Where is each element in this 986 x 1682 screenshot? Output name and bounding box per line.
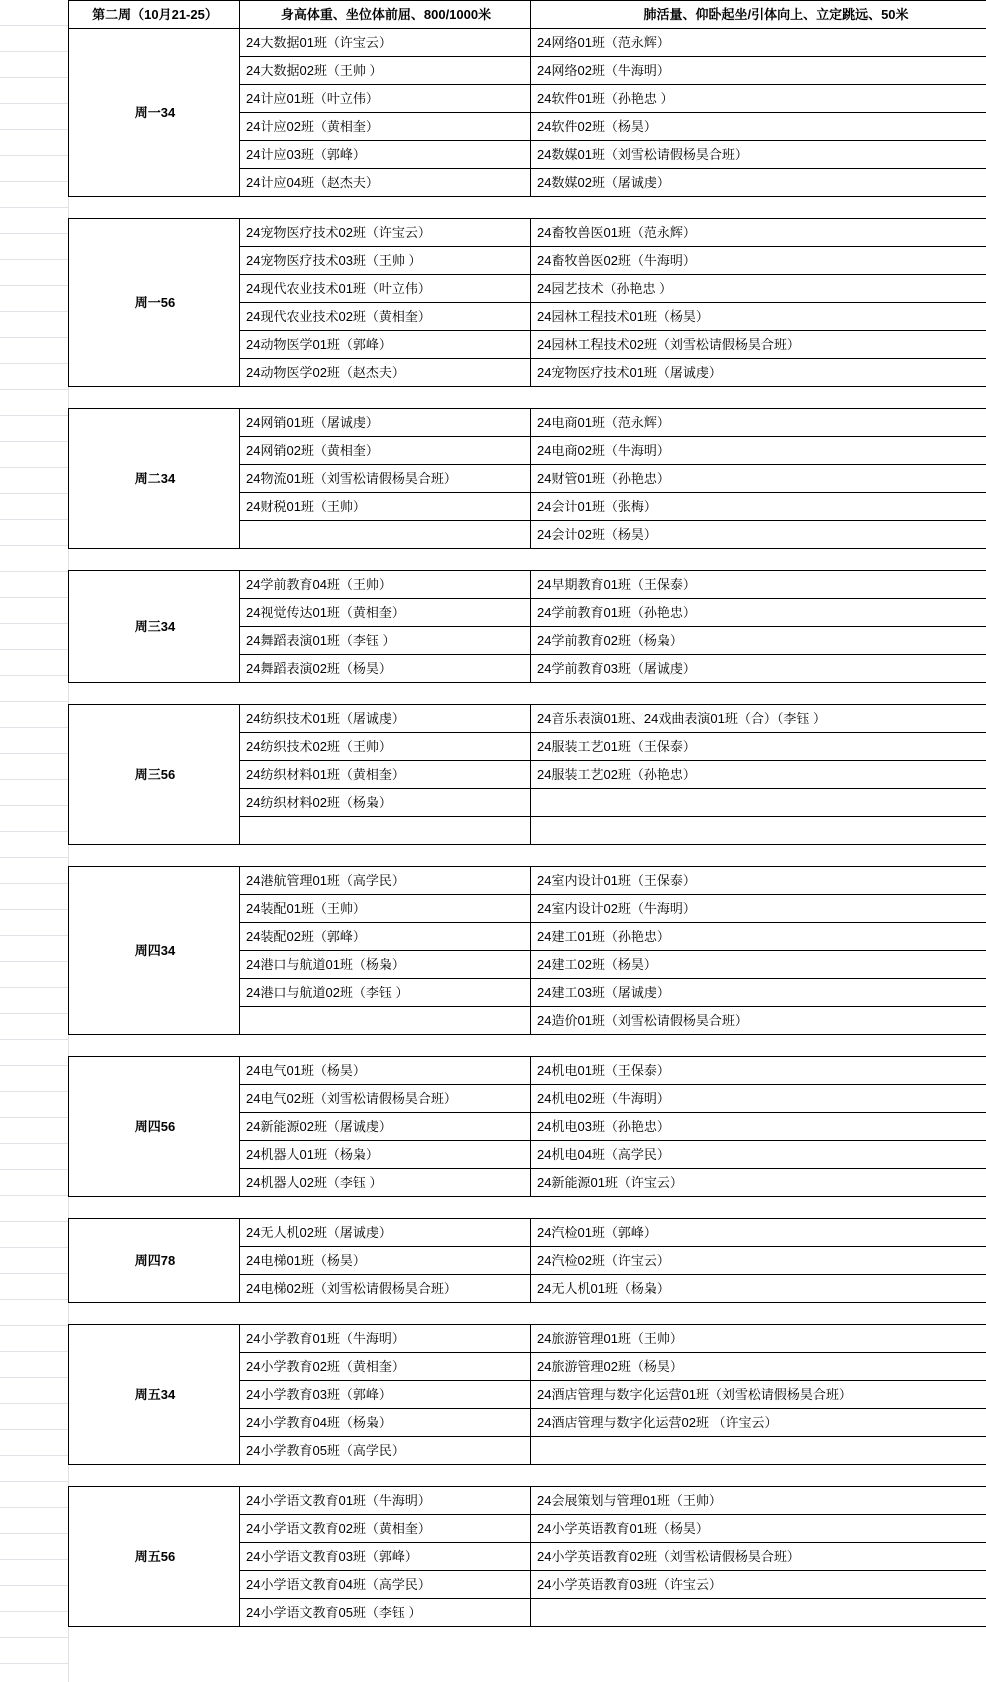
class-cell-group-a: 24小学语文教育02班（黄相奎）: [240, 1515, 531, 1543]
table-row: [69, 1325, 986, 1353]
day-period-label: 周一34: [69, 29, 240, 197]
class-cell-group-a: 24小学语文教育01班（牛海明）: [240, 1487, 531, 1515]
class-cell-group-a: 24电气01班（杨昊）: [240, 1057, 531, 1085]
class-cell-group-a: 24装配01班（王帅）: [240, 895, 531, 923]
table-row: [69, 867, 986, 895]
table-row: [69, 705, 986, 733]
class-cell-group-a: 24物流01班（刘雪松请假杨昊合班）: [240, 465, 531, 493]
class-cell-group-b: 24数媒02班（屠诚虔）: [531, 169, 986, 197]
class-cell-group-b: 24宠物医疗技术01班（屠诚虔）: [531, 359, 986, 387]
class-cell-group-b: 24学前教育01班（孙艳忠）: [531, 599, 986, 627]
class-cell-group-b: 24旅游管理02班（杨昊）: [531, 1353, 986, 1381]
class-cell-group-b: 24建工02班（杨昊）: [531, 951, 986, 979]
class-cell-group-a: 24小学语文教育05班（李钰 ）: [240, 1599, 531, 1627]
class-cell-group-a: [240, 1007, 531, 1035]
class-cell-group-b: 24园林工程技术01班（杨昊）: [531, 303, 986, 331]
class-cell-group-a: 24港口与航道02班（李钰 ）: [240, 979, 531, 1007]
class-cell-group-a: 24计应04班（赵杰夫）: [240, 169, 531, 197]
class-cell-group-b: 24服装工艺02班（孙艳忠）: [531, 761, 986, 789]
day-period-label: 周四78: [69, 1219, 240, 1303]
class-cell-group-a: 24宠物医疗技术03班（王帅 ）: [240, 247, 531, 275]
class-cell-group-b: 24小学英语教育01班（杨昊）: [531, 1515, 986, 1543]
class-cell-group-b: 24数媒01班（刘雪松请假杨昊合班）: [531, 141, 986, 169]
block-spacer-row: [69, 845, 986, 867]
day-period-label: 周一56: [69, 219, 240, 387]
class-cell-group-b: 24服装工艺01班（王保泰）: [531, 733, 986, 761]
class-cell-group-a: 24装配02班（郭峰）: [240, 923, 531, 951]
class-cell-group-a: 24小学语文教育04班（高学民）: [240, 1571, 531, 1599]
class-cell-group-a: 24动物医学02班（赵杰夫）: [240, 359, 531, 387]
class-cell-group-a: [240, 817, 531, 845]
class-cell-group-a: 24大数据02班（王帅 ）: [240, 57, 531, 85]
table-row: [69, 1219, 986, 1247]
spacer-cell: [240, 845, 531, 867]
class-cell-group-a: 24宠物医疗技术02班（许宝云）: [240, 219, 531, 247]
spacer-cell: [69, 387, 240, 409]
class-cell-group-a: 24动物医学01班（郭峰）: [240, 331, 531, 359]
class-cell-group-a: 24计应03班（郭峰）: [240, 141, 531, 169]
class-cell-group-b: 24音乐表演01班、24戏曲表演01班（合）（李钰 ）: [531, 705, 986, 733]
class-cell-group-b: 24软件02班（杨昊）: [531, 113, 986, 141]
day-period-label: 周四34: [69, 867, 240, 1035]
table-row: [69, 571, 986, 599]
table-row: [69, 409, 986, 437]
class-cell-group-b: 24早期教育01班（王保泰）: [531, 571, 986, 599]
day-period-label: 周二34: [69, 409, 240, 549]
class-cell-group-b: 24网络02班（牛海明）: [531, 57, 986, 85]
class-cell-group-a: 24小学语文教育03班（郭峰）: [240, 1543, 531, 1571]
class-cell-group-b: 24畜牧兽医01班（范永辉）: [531, 219, 986, 247]
block-spacer-row: [69, 387, 986, 409]
class-cell-group-b: 24无人机01班（杨枭）: [531, 1275, 986, 1303]
row-gutter: [0, 0, 69, 1682]
spacer-cell: [240, 197, 531, 219]
class-cell-group-a: 24港航管理01班（高学民）: [240, 867, 531, 895]
class-cell-group-b: 24畜牧兽医02班（牛海明）: [531, 247, 986, 275]
class-cell-group-b: 24酒店管理与数字化运营02班 （许宝云）: [531, 1409, 986, 1437]
spacer-cell: [69, 549, 240, 571]
spacer-cell: [531, 549, 986, 571]
class-cell-group-b: 24建工03班（屠诚虔）: [531, 979, 986, 1007]
class-cell-group-b: 24室内设计02班（牛海明）: [531, 895, 986, 923]
class-cell-group-a: 24电梯02班（刘雪松请假杨昊合班）: [240, 1275, 531, 1303]
block-spacer-row: [69, 1303, 986, 1325]
spacer-cell: [240, 387, 531, 409]
spacer-cell: [69, 1303, 240, 1325]
block-spacer-row: [69, 1035, 986, 1057]
class-cell-group-a: 24纺织材料01班（黄相奎）: [240, 761, 531, 789]
class-cell-group-b: 24旅游管理01班（王帅）: [531, 1325, 986, 1353]
class-cell-group-b: 24室内设计01班（王保泰）: [531, 867, 986, 895]
class-cell-group-a: 24小学教育01班（牛海明）: [240, 1325, 531, 1353]
table-header-row: [69, 1, 986, 29]
class-cell-group-b: 24学前教育02班（杨枭）: [531, 627, 986, 655]
class-cell-group-a: 24小学教育05班（高学民）: [240, 1437, 531, 1465]
spacer-cell: [531, 683, 986, 705]
class-cell-group-a: 24港口与航道01班（杨枭）: [240, 951, 531, 979]
spacer-cell: [69, 197, 240, 219]
spacer-cell: [69, 1197, 240, 1219]
class-cell-group-a: 24机器人01班（杨枭）: [240, 1141, 531, 1169]
schedule-table: [68, 0, 986, 1627]
class-cell-group-a: 24现代农业技术01班（叶立伟）: [240, 275, 531, 303]
class-cell-group-b: 24小学英语教育03班（许宝云）: [531, 1571, 986, 1599]
class-cell-group-b: 24软件01班（孙艳忠 ）: [531, 85, 986, 113]
schedule-table-body: [69, 1, 986, 1627]
spacer-cell: [240, 1465, 531, 1487]
block-spacer-row: [69, 549, 986, 571]
class-cell-group-a: 24网销01班（屠诚虔）: [240, 409, 531, 437]
class-cell-group-a: 24小学教育04班（杨枭）: [240, 1409, 531, 1437]
class-cell-group-a: 24纺织技术02班（王帅）: [240, 733, 531, 761]
spacer-cell: [531, 845, 986, 867]
spacer-cell: [240, 549, 531, 571]
spacer-cell: [240, 683, 531, 705]
class-cell-group-b: 24机电03班（孙艳忠）: [531, 1113, 986, 1141]
spacer-cell: [69, 683, 240, 705]
class-cell-group-b: 24会计01班（张梅）: [531, 493, 986, 521]
class-cell-group-a: 24视觉传达01班（黄相奎）: [240, 599, 531, 627]
class-cell-group-a: 24计应01班（叶立伟）: [240, 85, 531, 113]
spacer-cell: [240, 1035, 531, 1057]
class-cell-group-b: 24机电04班（高学民）: [531, 1141, 986, 1169]
table-row: [69, 29, 986, 57]
spacer-cell: [69, 1465, 240, 1487]
class-cell-group-b: [531, 1437, 986, 1465]
spacer-cell: [69, 845, 240, 867]
class-cell-group-b: [531, 1599, 986, 1627]
spacer-cell: [531, 1303, 986, 1325]
class-cell-group-a: 24纺织材料02班（杨枭）: [240, 789, 531, 817]
table-row: [69, 1487, 986, 1515]
class-cell-group-b: 24机电02班（牛海明）: [531, 1085, 986, 1113]
class-cell-group-b: 24学前教育03班（屠诚虔）: [531, 655, 986, 683]
class-cell-group-b: 24电商01班（范永辉）: [531, 409, 986, 437]
class-cell-group-a: 24无人机02班（屠诚虔）: [240, 1219, 531, 1247]
spacer-cell: [531, 1465, 986, 1487]
block-spacer-row: [69, 197, 986, 219]
spacer-cell: [531, 1035, 986, 1057]
class-cell-group-a: 24小学教育02班（黄相奎）: [240, 1353, 531, 1381]
class-cell-group-b: 24造价01班（刘雪松请假杨昊合班）: [531, 1007, 986, 1035]
class-cell-group-b: 24酒店管理与数字化运营01班（刘雪松请假杨昊合班）: [531, 1381, 986, 1409]
class-cell-group-a: 24小学教育03班（郭峰）: [240, 1381, 531, 1409]
class-cell-group-a: 24电梯01班（杨昊）: [240, 1247, 531, 1275]
spacer-cell: [69, 1035, 240, 1057]
day-period-label: 周五56: [69, 1487, 240, 1627]
class-cell-group-a: 24财税01班（王帅）: [240, 493, 531, 521]
class-cell-group-a: 24纺织技术01班（屠诚虔）: [240, 705, 531, 733]
class-cell-group-a: 24大数据01班（许宝云）: [240, 29, 531, 57]
class-cell-group-a: 24学前教育04班（王帅）: [240, 571, 531, 599]
class-cell-group-b: 24会展策划与管理01班（王帅）: [531, 1487, 986, 1515]
header-group-b: 肺活量、仰卧起坐/引体向上、立定跳远、50米: [531, 1, 986, 29]
spacer-cell: [531, 197, 986, 219]
spacer-cell: [240, 1303, 531, 1325]
class-cell-group-a: 24网销02班（黄相奎）: [240, 437, 531, 465]
table-row: [69, 219, 986, 247]
day-period-label: 周四56: [69, 1057, 240, 1197]
class-cell-group-a: 24电气02班（刘雪松请假杨昊合班）: [240, 1085, 531, 1113]
class-cell-group-a: 24机器人02班（李钰 ）: [240, 1169, 531, 1197]
spacer-cell: [240, 1197, 531, 1219]
spacer-cell: [531, 387, 986, 409]
header-group-a: 身高体重、坐位体前屈、800/1000米: [240, 1, 531, 29]
class-cell-group-b: 24园艺技术（孙艳忠 ）: [531, 275, 986, 303]
class-cell-group-a: 24舞蹈表演01班（李钰 ）: [240, 627, 531, 655]
class-cell-group-a: 24现代农业技术02班（黄相奎）: [240, 303, 531, 331]
spacer-cell: [531, 1197, 986, 1219]
class-cell-group-a: 24新能源02班（屠诚虔）: [240, 1113, 531, 1141]
class-cell-group-b: 24财管01班（孙艳忠）: [531, 465, 986, 493]
class-cell-group-b: 24小学英语教育02班（刘雪松请假杨昊合班）: [531, 1543, 986, 1571]
class-cell-group-b: 24新能源01班（许宝云）: [531, 1169, 986, 1197]
day-period-label: 周五34: [69, 1325, 240, 1465]
day-period-label: 周三34: [69, 571, 240, 683]
class-cell-group-b: 24机电01班（王保泰）: [531, 1057, 986, 1085]
class-cell-group-b: 24网络01班（范永辉）: [531, 29, 986, 57]
class-cell-group-b: 24电商02班（牛海明）: [531, 437, 986, 465]
class-cell-group-a: 24舞蹈表演02班（杨昊）: [240, 655, 531, 683]
class-cell-group-b: 24建工01班（孙艳忠）: [531, 923, 986, 951]
class-cell-group-b: [531, 789, 986, 817]
day-period-label: 周三56: [69, 705, 240, 845]
block-spacer-row: [69, 683, 986, 705]
class-cell-group-b: 24园林工程技术02班（刘雪松请假杨昊合班）: [531, 331, 986, 359]
header-week-label: 第二周（10月21-25）: [69, 1, 240, 29]
class-cell-group-b: 24会计02班（杨昊）: [531, 521, 986, 549]
class-cell-group-b: 24汽检02班（许宝云）: [531, 1247, 986, 1275]
class-cell-group-a: 24计应02班（黄相奎）: [240, 113, 531, 141]
block-spacer-row: [69, 1465, 986, 1487]
class-cell-group-b: 24汽检01班（郭峰）: [531, 1219, 986, 1247]
class-cell-group-a: [240, 521, 531, 549]
block-spacer-row: [69, 1197, 986, 1219]
class-cell-group-b: [531, 817, 986, 845]
table-row: [69, 1057, 986, 1085]
